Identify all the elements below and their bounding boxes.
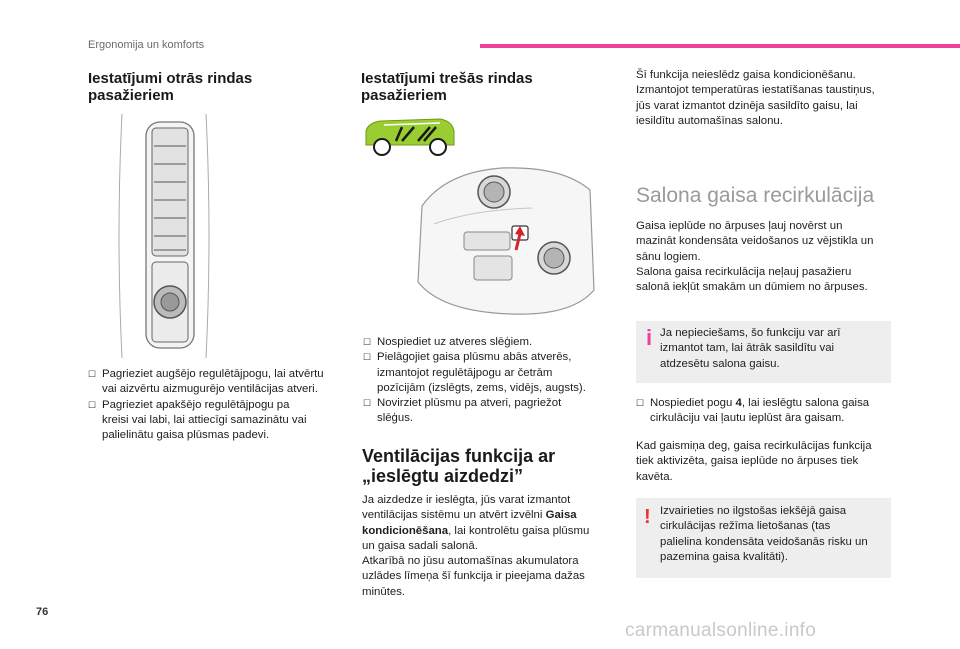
- recirculation-heading: Salona gaisa recirkulācija: [636, 184, 875, 207]
- col2-bullets: [363, 335, 613, 427]
- info-note: i Ja nepieciešams, šo funkciju var arī izmantot tam, lai ātrāk sasildītu vai atdzesētu salona gaisu.: [636, 321, 891, 383]
- recirculation-status-paragraph: Kad gaismiņa deg, gaisa recirkulācijas funkcija tiek aktivizēta, gaisa ieplūde no ārpuses tiek kavēta.: [636, 440, 872, 483]
- col1-bullets: [88, 367, 338, 443]
- list-item: ☐ Nospiediet pogu 4, lai ieslēgtu salona gaisa cirkulāciju vai ļautu ieplūst āra gaisam.: [636, 396, 906, 427]
- section-label: Ergonomija un komforts: [88, 39, 205, 51]
- col3-bullet: [636, 396, 906, 427]
- third-row-vents-illustration: [412, 162, 598, 320]
- list-item: ☐ Nospiediet uz atveres slēģiem.: [363, 335, 613, 350]
- rear-vent-panel-illustration: [112, 112, 216, 360]
- warning-note: ! Izvairieties no ilgstošas iekšējā gaisa cirkulācijas režīma lietošanas (tas palielina kondensāta veidošanās risku un pazemina gaisa kvalitāti).: [636, 498, 891, 578]
- list-item: ☐ Pagrieziet augšējo regulētājpogu, lai atvērtu vai aizvērtu aizmugurējo ventilācijas atveri.: [88, 367, 338, 398]
- watermark: carmanualsonline.info: [625, 620, 817, 641]
- ventilation-heading: Ventilācijas funkcija ar „ieslēgtu aizdedzi”: [362, 446, 556, 486]
- ventilation-paragraph: Ja aizdedze ir ieslēgta, jūs varat izmantot ventilācijas sistēmu un atvērt izvēlni Gaisa kondicionēšana, lai kontrolētu gaisa plūsmu un gaisa sadali salonā. Atkarībā no jūsu automašīnas akumulatora uzlādes līmeņa šī funkcija ir pieejama dažas minūtes.: [362, 494, 590, 598]
- warning-icon: !: [644, 506, 651, 528]
- col3-intro: Šī funkcija neieslēdz gaisa kondicionēšanu. Izmantojot temperatūras iestatīšanas taustiņus, jūs varat izmantot dzinēja sasildīto gaisu, lai iesildītu automašīnas salonu.: [636, 69, 875, 127]
- accent-bar: [480, 44, 960, 48]
- list-item: ☐ Pielāgojiet gaisa plūsmu abās atverēs, izmantojot regulētājpogu ar četrām pozīcijām (izslēgts, zems, vidējs, augsts).: [363, 350, 613, 396]
- col2-title: Iestatījumi trešās rindas pasažieriem: [361, 70, 533, 104]
- page-number: 76: [36, 606, 49, 618]
- list-item: ☐ Novirziet plūsmu pa atveri, pagriežot slēģus.: [363, 396, 613, 427]
- car-third-row-icon: [362, 115, 458, 157]
- list-item: ☐ Pagrieziet apakšējo regulētājpogu pa kreisi vai labi, lai attiecīgi samazinātu vai palielinātu gaisa plūsmas padevi.: [88, 398, 338, 444]
- col1-title: Iestatījumi otrās rindas pasažieriem: [88, 70, 253, 104]
- recirculation-paragraph: Gaisa ieplūde no ārpuses ļauj novērst un mazināt kondensāta veidošanos uz vējstikla un sānu logiem. Salona gaisa recirkulācija neļauj pasažieru salonā iekļūt smakām un dūmiem no ārpuses.: [636, 220, 874, 294]
- info-icon: i: [646, 325, 653, 350]
